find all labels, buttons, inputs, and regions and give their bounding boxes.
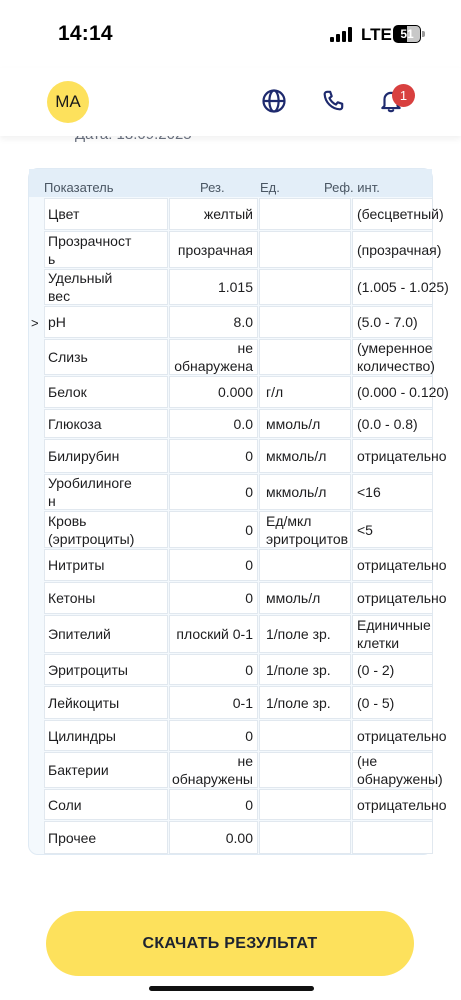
row-result-cell: [169, 231, 258, 268]
row-name: Эпителий: [48, 626, 111, 642]
row-name-cell: [44, 686, 168, 719]
column-header-result: Рез.: [200, 180, 225, 195]
status-time: 14:14: [58, 22, 113, 45]
row-unit-cell: [259, 339, 351, 375]
row-result-cell: [169, 821, 258, 854]
row-name-cell: [44, 269, 168, 305]
row-reference-cell: [352, 474, 433, 510]
row-result-cell: [169, 439, 258, 473]
row-name-cell: [44, 198, 168, 230]
row-unit-cell: [259, 821, 351, 854]
row-name-cell: [44, 654, 168, 685]
battery-icon: [393, 25, 421, 43]
row-result-cell: [169, 339, 258, 375]
row-result-cell: [169, 549, 258, 581]
row-unit-cell: [259, 752, 351, 788]
table-row[interactable]: [29, 752, 443, 788]
row-reference-cell: [352, 376, 449, 408]
row-reference-cell: [352, 231, 442, 268]
row-name: Соли: [48, 796, 82, 813]
row-result: желтый: [203, 206, 253, 222]
table-row[interactable]: [29, 269, 449, 305]
row-result: 1.015: [217, 279, 253, 295]
row-reference-cell: [352, 198, 444, 230]
table-row[interactable]: [29, 615, 432, 653]
row-unit: Ед/мкл: [266, 512, 312, 529]
battery-level: 51: [400, 27, 414, 41]
row-result-cell: [169, 409, 258, 438]
row-reference: отрицательно: [357, 557, 447, 573]
row-result-cell: [169, 269, 258, 305]
row-result: 0: [245, 521, 253, 538]
table-row[interactable]: [29, 686, 432, 719]
row-name-cell: [44, 231, 168, 268]
row-reference: (1.005 - 1.025): [357, 279, 449, 295]
row-result: 0: [245, 484, 253, 500]
table-row[interactable]: [29, 582, 447, 614]
row-result: 0: [245, 727, 253, 744]
row-result-cell: [169, 198, 258, 230]
row-name-cell: [44, 821, 168, 854]
table-row[interactable]: [29, 376, 449, 408]
avatar[interactable]: MA: [47, 81, 89, 123]
row-name: Глюкоза: [48, 415, 102, 432]
row-reference: (не: [357, 753, 378, 769]
row-reference: (умеренное: [357, 340, 433, 356]
row-reference: (0.000 - 0.120): [357, 384, 449, 400]
table-row[interactable]: [29, 511, 432, 548]
row-reference: (0.0 - 0.8): [357, 415, 418, 432]
row-unit-cell: [259, 231, 351, 268]
row-reference: (5.0 - 7.0): [357, 314, 418, 330]
row-result-cell: [169, 789, 258, 820]
row-result: 0: [245, 796, 253, 813]
row-reference: Единичные: [357, 617, 431, 633]
row-result: 0.0: [233, 415, 253, 432]
row-reference-cell: [352, 720, 447, 751]
row-name-cell: [44, 306, 168, 338]
row-name-cell: [44, 376, 168, 408]
row-result-cell: [169, 654, 258, 685]
row-unit-cell: [259, 306, 351, 338]
row-reference-cell: [352, 306, 433, 338]
row-unit-cell: [259, 409, 351, 438]
row-reference-cell: [352, 511, 433, 548]
row-reference: клетки: [357, 635, 400, 651]
table-row[interactable]: [29, 789, 447, 820]
globe-icon[interactable]: [261, 88, 287, 114]
table-row[interactable]: [29, 339, 435, 375]
row-result: обнаружена: [174, 358, 253, 374]
row-result-cell: [169, 686, 258, 719]
row-reference-cell: [352, 269, 449, 305]
row-name: ь: [48, 250, 56, 267]
phone-icon[interactable]: [320, 88, 346, 114]
row-name: Билирубин: [48, 448, 120, 464]
row-name: (эритроциты): [48, 530, 135, 547]
row-reference: (прозрачная): [357, 241, 442, 258]
row-name-cell: [44, 615, 168, 653]
row-unit: ммоль/л: [266, 415, 321, 432]
row-unit: 1/поле зр.: [266, 694, 331, 711]
row-reference-cell: [352, 409, 433, 438]
row-result-cell: [169, 306, 258, 338]
row-reference-cell: [352, 339, 433, 375]
row-result-cell: [169, 752, 258, 788]
row-name-cell: [44, 439, 168, 473]
row-unit: 1/поле зр.: [266, 661, 331, 678]
row-result: 0: [245, 448, 253, 464]
row-result-cell: [169, 720, 258, 751]
row-unit: эритроцитов: [266, 530, 349, 547]
row-name: Цилиндры: [48, 727, 116, 744]
row-name-cell: [44, 474, 168, 510]
row-result-cell: [169, 615, 258, 653]
row-reference-cell: [352, 582, 447, 614]
row-reference: обнаружены): [357, 771, 443, 787]
column-header-reference: Реф. инт.: [324, 180, 380, 195]
row-name: Прозрачност: [48, 232, 132, 249]
row-name: Эритроциты: [48, 661, 128, 678]
row-result: 0: [245, 557, 253, 573]
row-reference: отрицательно: [357, 796, 447, 813]
row-unit-cell: [259, 720, 351, 751]
row-name: Цвет: [48, 206, 80, 222]
row-reference-cell: [352, 686, 433, 719]
row-unit-cell: [259, 549, 351, 581]
table-row[interactable]: [29, 198, 444, 230]
row-result-cell: [169, 474, 258, 510]
network-label: LTE: [361, 25, 392, 44]
row-unit-cell: [259, 474, 351, 510]
row-name: Кетоны: [48, 590, 96, 606]
row-name: Лейкоциты: [48, 694, 120, 711]
row-name-cell: [44, 339, 168, 375]
home-indicator: [149, 986, 314, 991]
table-row[interactable]: [29, 474, 432, 510]
table-header: [29, 169, 432, 197]
row-result: обнаружены: [171, 771, 253, 787]
row-name-cell: [44, 789, 168, 820]
row-unit-cell: [259, 789, 351, 820]
row-result: не: [237, 753, 253, 769]
row-reference-cell: [352, 654, 433, 685]
row-name: Бактерии: [48, 762, 109, 778]
row-name-cell: [44, 409, 168, 438]
row-reference-cell: [352, 439, 447, 473]
row-name-cell: [44, 549, 168, 581]
row-reference: количество): [357, 358, 435, 374]
row-name: pH: [48, 314, 66, 330]
row-result: плоский 0-1: [176, 626, 253, 642]
row-result-cell: [169, 376, 258, 408]
row-result: прозрачная: [177, 241, 253, 258]
row-reference-cell: [352, 789, 447, 820]
results-table: [28, 168, 449, 855]
row-name: Белок: [48, 384, 87, 400]
row-reference-cell: [352, 615, 433, 653]
table-row[interactable]: [29, 409, 432, 438]
out-of-range-flag: >: [31, 315, 39, 331]
row-unit-cell: [259, 582, 351, 614]
status-bar: [0, 0, 461, 68]
row-unit-cell: [259, 376, 351, 408]
row-name: н: [48, 493, 56, 509]
row-name-cell: [44, 582, 168, 614]
row-unit-cell: [259, 439, 351, 473]
row-unit-cell: [259, 511, 351, 548]
row-unit: ммоль/л: [266, 590, 321, 606]
row-result: не: [237, 340, 253, 356]
row-unit-cell: [259, 615, 351, 653]
row-name: Удельный: [48, 270, 113, 286]
table-row[interactable]: [29, 654, 432, 685]
table-row[interactable]: [29, 720, 447, 751]
row-name: Уробилиноге: [48, 475, 132, 491]
row-unit: мкмоль/л: [266, 484, 327, 500]
row-reference: отрицательно: [357, 448, 447, 464]
column-header-name: Показатель: [44, 180, 114, 195]
row-name: Слизь: [48, 349, 88, 365]
row-reference: <5: [357, 521, 373, 538]
row-reference-cell: [352, 549, 447, 581]
notification-badge: 1: [392, 84, 415, 107]
app-header: [0, 68, 461, 136]
row-reference: отрицательно: [357, 590, 447, 606]
table-row[interactable]: [29, 549, 447, 581]
row-result-cell: [169, 582, 258, 614]
row-unit: 1/поле зр.: [266, 626, 331, 642]
row-unit: мкмоль/л: [266, 448, 327, 464]
row-reference: (бесцветный): [357, 206, 444, 222]
row-result: 0: [245, 661, 253, 678]
row-unit-cell: [259, 269, 351, 305]
row-reference-cell: [352, 821, 433, 854]
row-unit-cell: [259, 198, 351, 230]
row-name-cell: [44, 720, 168, 751]
row-reference: (0 - 2): [357, 661, 395, 678]
row-unit: г/л: [266, 384, 284, 400]
row-result: 0: [245, 590, 253, 606]
row-result: 0-1: [232, 694, 253, 711]
row-name: Кровь: [48, 512, 87, 529]
table-row[interactable]: [29, 439, 447, 473]
row-result: 0.00: [225, 829, 253, 846]
row-name: Нитриты: [48, 557, 105, 573]
row-unit-cell: [259, 654, 351, 685]
download-result-button[interactable]: СКАЧАТЬ РЕЗУЛЬТАТ: [46, 911, 414, 976]
column-header-unit: Ед.: [260, 180, 280, 195]
row-result: 8.0: [233, 314, 253, 330]
table-row[interactable]: [29, 821, 432, 854]
row-reference: <16: [357, 484, 381, 500]
row-name-cell: [44, 511, 168, 548]
row-result: 0.000: [217, 384, 253, 400]
row-result-cell: [169, 511, 258, 548]
table-row[interactable]: [29, 231, 442, 268]
signal-icon: [330, 27, 352, 42]
row-reference-cell: [352, 752, 443, 788]
battery-tip: [422, 31, 425, 37]
row-unit-cell: [259, 686, 351, 719]
row-reference: отрицательно: [357, 727, 447, 744]
table-row[interactable]: [29, 306, 432, 338]
row-name: вес: [48, 288, 71, 304]
row-name: Прочее: [48, 829, 97, 846]
row-reference: (0 - 5): [357, 694, 395, 711]
row-name-cell: [44, 752, 168, 788]
